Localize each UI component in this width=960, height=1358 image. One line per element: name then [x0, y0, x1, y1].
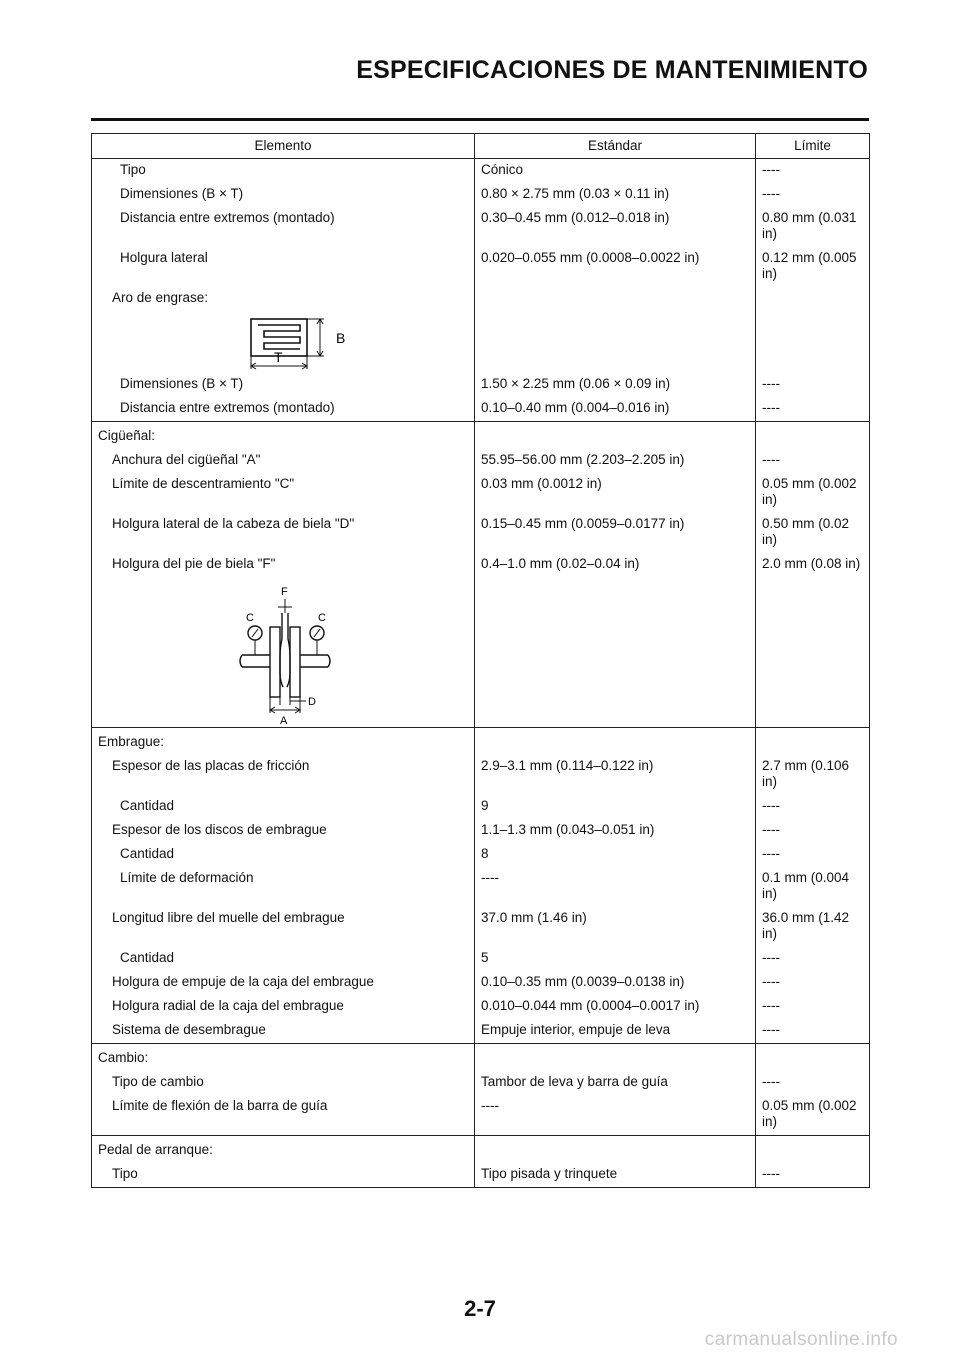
- section-heading: Pedal de arranque:: [92, 1136, 475, 1164]
- cell-standard: Empuje interior, empuje de leva: [475, 1019, 756, 1044]
- table-row: [92, 1019, 870, 1044]
- cell-element: Tipo: [92, 159, 475, 184]
- cell-limit: ----: [756, 947, 870, 971]
- figure-cell: [92, 311, 475, 373]
- table-row: [92, 995, 870, 1019]
- cell-limit: 0.05 mm (0.002 in): [756, 1095, 870, 1136]
- table-row: [92, 159, 870, 184]
- cell-standard: 0.10–0.35 mm (0.0039–0.0138 in): [475, 971, 756, 995]
- cell-standard: 0.30–0.45 mm (0.012–0.018 in): [475, 207, 756, 247]
- cell-limit: ----: [756, 397, 870, 422]
- title-divider: [91, 118, 869, 121]
- table-row: [92, 947, 870, 971]
- cell-limit: ----: [756, 373, 870, 397]
- crankshaft-diagram: [92, 577, 475, 727]
- spec-table: [91, 133, 870, 1188]
- cell-element: Límite de deformación: [92, 867, 475, 907]
- cell-standard: 0.10–0.40 mm (0.004–0.016 in): [475, 397, 756, 422]
- table-row: [92, 397, 870, 422]
- column-header-estandar: Estándar: [475, 134, 756, 159]
- table-row: [92, 247, 870, 287]
- cell-element: Dimensiones (B × T): [92, 373, 475, 397]
- cell-standard: Cónico: [475, 159, 756, 184]
- page-number: 2-7: [464, 1296, 496, 1321]
- cell-element: Cantidad: [92, 843, 475, 867]
- figure-cell-empty: [756, 311, 870, 373]
- ring-label-t: T: [274, 349, 283, 365]
- cell-standard: 55.95–56.00 mm (2.203–2.205 in): [475, 449, 756, 473]
- cell-standard: 0.010–0.044 mm (0.0004–0.0017 in): [475, 995, 756, 1019]
- cell-standard: ----: [475, 1095, 756, 1136]
- cell-limit: ----: [756, 1071, 870, 1095]
- table-row: [92, 1095, 870, 1136]
- cell-standard: Tipo pisada y trinquete: [475, 1163, 756, 1188]
- cell-standard: 2.9–3.1 mm (0.114–0.122 in): [475, 755, 756, 795]
- cell-standard: 0.80 × 2.75 mm (0.03 × 0.11 in): [475, 183, 756, 207]
- cell-limit: ----: [756, 819, 870, 843]
- cell-element: Distancia entre extremos (montado): [92, 397, 475, 422]
- table-row: [92, 513, 870, 553]
- cell-standard: 1.1–1.3 mm (0.043–0.051 in): [475, 819, 756, 843]
- crank-label-a: A: [280, 715, 288, 727]
- cell-limit: ----: [756, 183, 870, 207]
- ring-label-b: B: [336, 330, 346, 346]
- cell-element: Límite de flexión de la barra de guía: [92, 1095, 475, 1136]
- watermark: carmanualsonline.info: [704, 1329, 898, 1350]
- cell-element: Aro de engrase:: [92, 287, 475, 311]
- section-heading: Cigüeñal:: [92, 422, 475, 450]
- table-header-row: [92, 134, 870, 159]
- cell-standard: 0.020–0.055 mm (0.0008–0.0022 in): [475, 247, 756, 287]
- column-header-elemento: Elemento: [92, 134, 475, 159]
- section-row: [92, 422, 870, 450]
- cell-standard: 0.4–1.0 mm (0.02–0.04 in): [475, 553, 756, 577]
- cell-element: Holgura lateral de la cabeza de biela "D": [92, 513, 475, 553]
- cell-element: Holgura de empuje de la caja del embrague: [92, 971, 475, 995]
- cell-limit: 0.05 mm (0.002 in): [756, 473, 870, 513]
- section-heading: Cambio:: [92, 1044, 475, 1072]
- cell-element: Longitud libre del muelle del embrague: [92, 907, 475, 947]
- table-row: [92, 795, 870, 819]
- cell-element: Sistema de desembrague: [92, 1019, 475, 1044]
- table-row: [92, 207, 870, 247]
- cell-limit: 0.1 mm (0.004 in): [756, 867, 870, 907]
- table-row: [92, 553, 870, 577]
- table-row: [92, 373, 870, 397]
- cell-limit: 2.7 mm (0.106 in): [756, 755, 870, 795]
- cell-element: Tipo de cambio: [92, 1071, 475, 1095]
- table-row: [92, 843, 870, 867]
- cell-standard: ----: [475, 867, 756, 907]
- cell-limit: 0.50 mm (0.02 in): [756, 513, 870, 553]
- cell-element: Cantidad: [92, 795, 475, 819]
- figure-row: [92, 311, 870, 373]
- cell-limit: 0.80 mm (0.031 in): [756, 207, 870, 247]
- cell-limit: ----: [756, 449, 870, 473]
- table-row: [92, 867, 870, 907]
- cell-standard: 37.0 mm (1.46 in): [475, 907, 756, 947]
- cell-standard: 0.03 mm (0.0012 in): [475, 473, 756, 513]
- cell-element: Tipo: [92, 1163, 475, 1188]
- figure-row: [92, 577, 870, 728]
- cell-element: Dimensiones (B × T): [92, 183, 475, 207]
- cell-limit: 2.0 mm (0.08 in): [756, 553, 870, 577]
- table-row: [92, 449, 870, 473]
- crank-label-c-right: C: [318, 612, 326, 624]
- cell-standard: Tambor de leva y barra de guía: [475, 1071, 756, 1095]
- cell-limit: ----: [756, 795, 870, 819]
- figure-cell-empty: [475, 311, 756, 373]
- section-row: [92, 1136, 870, 1164]
- table-row: [92, 1163, 870, 1188]
- cell-element: Distancia entre extremos (montado): [92, 207, 475, 247]
- cell-limit: ----: [756, 843, 870, 867]
- cell-element: Anchura del cigüeñal "A": [92, 449, 475, 473]
- section-row: [92, 1044, 870, 1072]
- cell-standard: 0.15–0.45 mm (0.0059–0.0177 in): [475, 513, 756, 553]
- page-title: ESPECIFICACIONES DE MANTENIMIENTO: [356, 56, 868, 84]
- crank-label-c-left: C: [246, 612, 254, 624]
- column-header-limite: Límite: [756, 134, 870, 159]
- table-row: [92, 755, 870, 795]
- crank-label-d: D: [308, 696, 316, 708]
- cell-standard: 9: [475, 795, 756, 819]
- table-row: [92, 907, 870, 947]
- cell-standard: 8: [475, 843, 756, 867]
- cell-element: Cantidad: [92, 947, 475, 971]
- cell-limit: ----: [756, 1163, 870, 1188]
- cell-limit: ----: [756, 971, 870, 995]
- figure-cell: [92, 577, 475, 728]
- cell-limit: ----: [756, 1019, 870, 1044]
- cell-element: Holgura radial de la caja del embrague: [92, 995, 475, 1019]
- cell-limit: [756, 287, 870, 311]
- table-row: [92, 287, 870, 311]
- table-row: [92, 819, 870, 843]
- cell-standard: 1.50 × 2.25 mm (0.06 × 0.09 in): [475, 373, 756, 397]
- cell-standard: 5: [475, 947, 756, 971]
- cell-limit: ----: [756, 159, 870, 184]
- table-row: [92, 183, 870, 207]
- table-row: [92, 971, 870, 995]
- cell-standard: [475, 287, 756, 311]
- cell-element: Holgura del pie de biela "F": [92, 553, 475, 577]
- cell-element: Espesor de los discos de embrague: [92, 819, 475, 843]
- cell-element: Holgura lateral: [92, 247, 475, 287]
- oil-ring-diagram: [92, 311, 475, 373]
- cell-limit: ----: [756, 995, 870, 1019]
- cell-element: Espesor de las placas de fricción: [92, 755, 475, 795]
- table-row: [92, 1071, 870, 1095]
- cell-element: Límite de descentramiento "C": [92, 473, 475, 513]
- cell-limit: 36.0 mm (1.42 in): [756, 907, 870, 947]
- cell-limit: 0.12 mm (0.005 in): [756, 247, 870, 287]
- section-heading: Embrague:: [92, 728, 475, 756]
- crank-label-f: F: [281, 586, 288, 598]
- section-row: [92, 728, 870, 756]
- table-row: [92, 473, 870, 513]
